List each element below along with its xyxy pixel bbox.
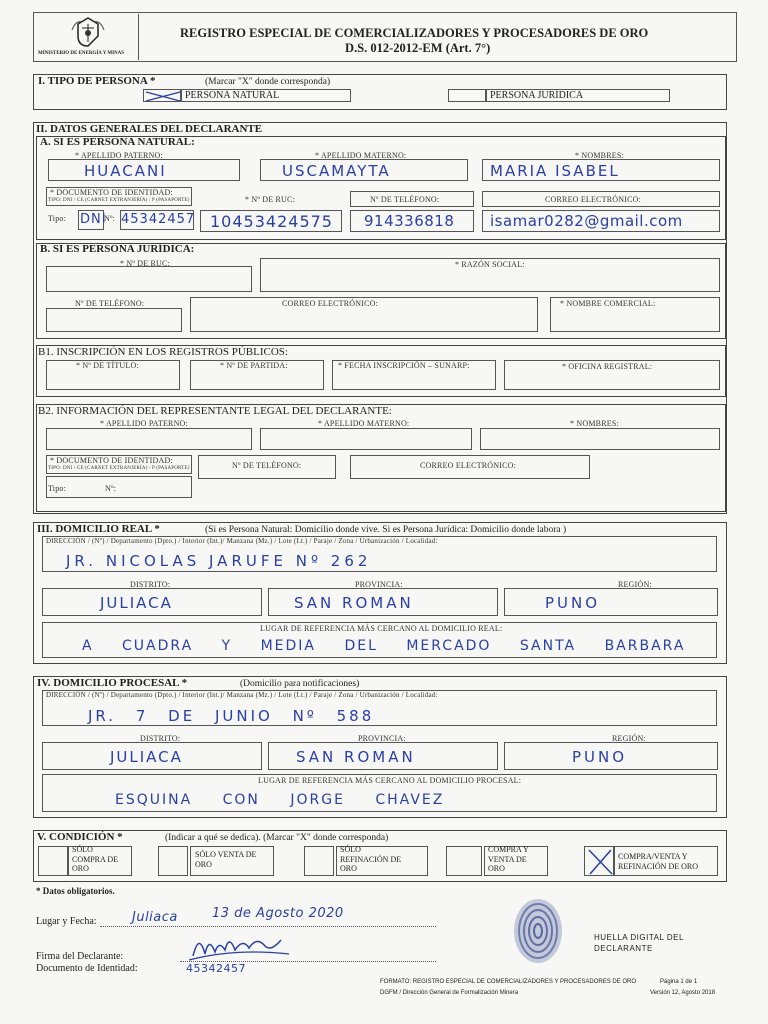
field-b-ruc[interactable] bbox=[46, 266, 252, 292]
option-solo-compra: SÓLO COMPRA DE ORO bbox=[72, 845, 119, 873]
value-dir-procesal: JR. 7 DE JUNIO Nº 588 bbox=[88, 707, 375, 725]
checkbox-compra-venta-refinacion[interactable] bbox=[584, 846, 614, 876]
label-b-tel: Nº DE TELÉFONO: bbox=[75, 299, 145, 308]
label-provincia-procesal: PROVINCIA: bbox=[358, 734, 406, 743]
label-b2-no: Nº: bbox=[105, 484, 117, 493]
value-apellido-materno: USCAMAYTA bbox=[282, 162, 391, 180]
label-telefono: Nº DE TELÉFONO: bbox=[370, 195, 440, 204]
label-b2-correo: CORREO ELECTRÓNICO: bbox=[420, 461, 517, 470]
signature-mark bbox=[185, 926, 295, 966]
subsection-b-title: B. SI ES PERSONA JURÍDICA: bbox=[40, 243, 195, 255]
section-v-hint: (Indicar a qué se dedica). (Marcar "X" donde corresponda) bbox=[165, 833, 389, 843]
label-distrito-real: DISTRITO: bbox=[130, 580, 171, 589]
version-text: Versión 12, Agosto 2018 bbox=[650, 990, 716, 996]
section-ii-title: II. DATOS GENERALES DEL DECLARANTE bbox=[36, 123, 263, 135]
fecha-value: 13 de Agosto 2020 bbox=[212, 906, 344, 921]
section-iii-hint: (Si es Persona Natural: Domicilio donde vive. Si es Persona Jurídica: Domicilio donde labora ) bbox=[205, 525, 567, 535]
field-b1-oficina[interactable] bbox=[504, 360, 720, 390]
label-b-ruc: * Nº DE RUC: bbox=[120, 259, 170, 268]
option-compra-venta: COMPRA Y VENTA DE ORO bbox=[488, 845, 529, 873]
persona-juridica-label: PERSONA JURÍDICA bbox=[490, 90, 584, 101]
form-title-line1: REGISTRO ESPECIAL DE COMERCIALIZADORES Y PROCESADORES DE ORO bbox=[180, 26, 649, 40]
label-provincia-real: PROVINCIA: bbox=[355, 580, 403, 589]
ministry-name: MINISTERIO DE ENERGÍA Y MINAS bbox=[38, 51, 125, 56]
field-b2-nombres[interactable] bbox=[480, 428, 720, 450]
label-doc-identidad: * DOCUMENTO DE IDENTIDAD: bbox=[50, 188, 173, 197]
huella-box bbox=[480, 893, 588, 975]
label-b1-partida: * Nº DE PARTIDA: bbox=[220, 361, 288, 370]
value-dir-real: JR. NICOLAS JARUFE Nº 262 bbox=[66, 552, 372, 570]
field-b1-titulo[interactable] bbox=[46, 360, 180, 390]
value-nombres: MARIA ISABEL bbox=[490, 162, 620, 180]
coat-of-arms-icon bbox=[68, 16, 108, 48]
label-b1-titulo: * Nº DE TÍTULO: bbox=[76, 361, 139, 370]
firma-label: Firma del Declarante: bbox=[36, 951, 124, 962]
checkbox-solo-refinacion[interactable] bbox=[304, 846, 334, 876]
label-doc-types: TIPO: DNI / CE (CARNET EXTRANJERÍA) / P (PASAPORTE) bbox=[48, 198, 190, 203]
field-b-tel[interactable] bbox=[46, 308, 182, 332]
dgfm-text: DGFM / Dirección General de Formalización Minera bbox=[380, 990, 519, 996]
lugar-value: Juliaca bbox=[132, 910, 178, 925]
field-b2-ap-pat[interactable] bbox=[46, 428, 252, 450]
label-b2-tipo: Tipo: bbox=[48, 484, 67, 493]
label-ref-real: LUGAR DE REFERENCIA MÁS CERCANO AL DOMICILIO REAL: bbox=[260, 624, 503, 633]
label-b1-fecha: * FECHA INSCRIPCIÓN – SUNARP: bbox=[338, 361, 470, 370]
subsection-b2-title: B2. INFORMACIÓN DEL REPRESENTANTE LEGAL DEL DECLARANTE: bbox=[38, 405, 392, 417]
label-b-razon: * RAZÓN SOCIAL: bbox=[455, 260, 525, 269]
section-i-hint: (Marcar "X" donde corresponda) bbox=[205, 77, 331, 87]
label-apellido-materno: * APELLIDO MATERNO: bbox=[315, 151, 407, 160]
fingerprint-icon bbox=[484, 893, 584, 973]
subsection-b1-title: B1. INSCRIPCIÓN EN LOS REGISTROS PÚBLICOS: bbox=[38, 346, 288, 358]
juridica-checkbox[interactable] bbox=[448, 89, 486, 102]
label-apellido-paterno: * APELLIDO PATERNO: bbox=[75, 151, 163, 160]
label-nombres: * NOMBRES: bbox=[575, 151, 624, 160]
section-i-title: I. TIPO DE PERSONA * bbox=[38, 75, 156, 87]
doc-identidad-value: 45342457 bbox=[186, 962, 246, 975]
label-ref-procesal: LUGAR DE REFERENCIA MÁS CERCANO AL DOMICILIO PROCESAL: bbox=[258, 776, 522, 785]
field-b1-fecha[interactable] bbox=[332, 360, 496, 390]
section-iii-title: III. DOMICILIO REAL * bbox=[37, 523, 160, 535]
persona-natural-label: PERSONA NATURAL bbox=[185, 90, 280, 101]
value-provincia-real: SAN ROMAN bbox=[294, 594, 414, 612]
value-ruc: 10453424575 bbox=[210, 212, 333, 231]
section-iv-title: IV. DOMICILIO PROCESAL * bbox=[37, 677, 188, 689]
lugar-fecha-label: Lugar y Fecha: bbox=[36, 916, 97, 927]
natural-checkbox[interactable] bbox=[143, 89, 181, 102]
label-distrito-procesal: DISTRITO: bbox=[140, 734, 181, 743]
label-region-procesal: REGIÓN: bbox=[612, 734, 646, 743]
section-v-title: V. CONDICIÓN * bbox=[37, 831, 123, 843]
label-b-correo: CORREO ELECTRÓNICO: bbox=[282, 299, 379, 308]
section-iv-hint: (Domicilio para notificaciones) bbox=[240, 679, 360, 689]
checkbox-compra-venta[interactable] bbox=[446, 846, 482, 876]
label-b2-doc-types: TIPO: DNI / CE (CARNET EXTRANJERÍA) / P (PASAPORTE) bbox=[48, 466, 190, 471]
value-tipo-doc: DNI bbox=[80, 212, 107, 227]
field-region-real[interactable] bbox=[504, 588, 718, 616]
label-dir-procesal: DIRECCIÓN / (Nº) / Departamento (Dpto.) / Interior (Int.)/ Manzana (Mz.) / Lote (Lt.) / Paraje / Zona / Urbanización / Localidad: bbox=[46, 691, 438, 699]
label-region-real: REGIÓN: bbox=[618, 580, 652, 589]
value-region-real: PUNO bbox=[545, 594, 601, 612]
value-distrito-procesal: JULIACA bbox=[110, 748, 183, 766]
value-nro-doc: 45342457 bbox=[121, 212, 196, 227]
value-telefono: 914336818 bbox=[364, 212, 455, 230]
checkbox-solo-compra[interactable] bbox=[38, 846, 68, 876]
label-b2-tel: Nº DE TELÉFONO: bbox=[232, 461, 302, 470]
value-provincia-procesal: SAN ROMAN bbox=[296, 748, 416, 766]
label-ruc: * Nº DE RUC: bbox=[245, 195, 295, 204]
field-b2-tipo-doc[interactable] bbox=[46, 476, 192, 498]
formato-text: FORMATO: REGISTRO ESPECIAL DE COMERCIALIZADORES Y PROCESADORES DE ORO bbox=[380, 979, 637, 985]
label-b1-oficina: * OFICINA REGISTRAL: bbox=[562, 362, 653, 371]
datos-obligatorios: * Datos obligatorios. bbox=[36, 886, 115, 896]
doc-identidad-label: Documento de Identidad: bbox=[36, 963, 138, 974]
label-b2-doc: * DOCUMENTO DE IDENTIDAD: bbox=[50, 456, 173, 465]
label-b-nombre: * NOMBRE COMERCIAL: bbox=[560, 299, 656, 308]
x-mark-icon bbox=[585, 847, 615, 877]
option-solo-venta: SÓLO VENTA DE ORO bbox=[195, 850, 257, 869]
option-solo-refinacion: SÓLO REFINACIÓN DE ORO bbox=[340, 845, 402, 873]
value-region-procesal: PUNO bbox=[572, 748, 628, 766]
field-b1-partida[interactable] bbox=[190, 360, 324, 390]
subsection-a-title: A. SI ES PERSONA NATURAL: bbox=[40, 136, 195, 148]
label-dir-real: DIRECCIÓN / (Nº) / Departamento (Dpto.) / Interior (Int.)/ Manzana (Mz.) / Lote (Lt.) / Paraje / Zona / Urbanización / Localidad: bbox=[46, 537, 438, 545]
x-mark-icon bbox=[144, 90, 182, 103]
value-ref-real: A CUADRA Y MEDIA DEL MERCADO SANTA BARBARA bbox=[82, 638, 686, 654]
label-tipo: Tipo: bbox=[48, 214, 67, 223]
label-b2-ap-mat: * APELLIDO MATERNO: bbox=[318, 419, 410, 428]
pagina-text: Página 1 de 1 bbox=[660, 979, 698, 985]
value-correo: isamar0282@gmail.com bbox=[490, 212, 683, 230]
ministry-logo bbox=[36, 14, 139, 60]
value-distrito-real: JULIACA bbox=[100, 594, 173, 612]
form-title-line2: D.S. 012-2012-EM (Art. 7°) bbox=[345, 41, 491, 55]
option-compra-venta-refinacion: COMPRA/VENTA Y REFINACIÓN DE ORO bbox=[618, 852, 698, 871]
label-b2-nombres: * NOMBRES: bbox=[570, 419, 619, 428]
label-correo: CORREO ELECTRÓNICO: bbox=[545, 195, 642, 204]
label-nro-doc: Nº: bbox=[104, 214, 116, 223]
value-apellido-paterno: HUACANI bbox=[84, 162, 167, 180]
field-b2-ap-mat[interactable] bbox=[260, 428, 472, 450]
label-b2-ap-pat: * APELLIDO PATERNO: bbox=[100, 419, 188, 428]
checkbox-solo-venta[interactable] bbox=[158, 846, 188, 876]
value-ref-procesal: ESQUINA CON JORGE CHAVEZ bbox=[115, 792, 445, 808]
huella-label: HUELLA DIGITAL DEL DECLARANTE bbox=[594, 933, 684, 953]
